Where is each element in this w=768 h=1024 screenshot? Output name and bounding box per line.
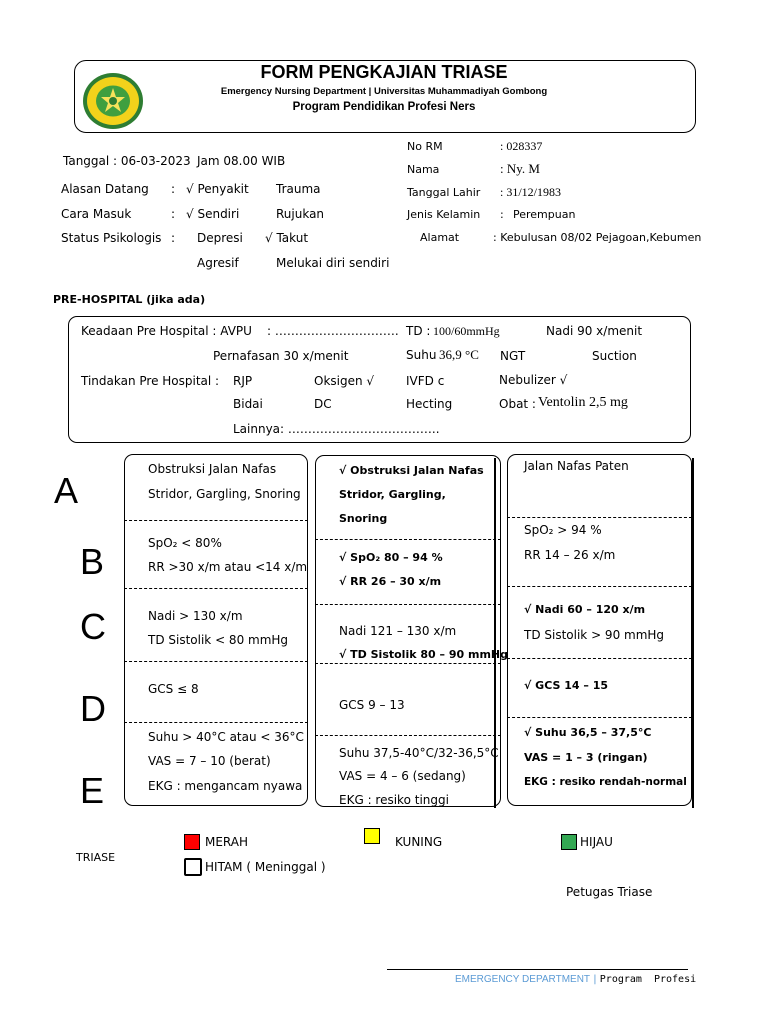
green-breathing-line2: RR 14 – 26 x/m [524,548,616,562]
footer-program: Program Profesi [599,974,697,985]
red-circulation-line2: TD Sistolik < 80 mmHg [148,633,289,647]
alasan-colon: : [171,182,176,196]
red-exposure-line2: VAS = 7 – 10 (berat) [148,754,271,768]
triase-hitam-checkbox[interactable] [184,858,202,876]
jenis-kelamin-colon: : [500,208,504,221]
nama-label: Nama [407,163,440,176]
jenis-kelamin-label: Jenis Kelamin [407,208,481,221]
yellow-divider-bc [315,604,501,605]
yellow-exposure-line1: Suhu 37,5-40°C/32-36,5°C [339,746,499,760]
header-subtitle-department: Emergency Nursing Department | Universitas Muhammadiyah Gombong [220,86,548,97]
letter-c: C [80,606,106,647]
green-exposure-line3: EKG : resiko rendah-normal [524,776,687,788]
footer-separator: | [593,974,597,985]
td-value: 100/60mmHg [433,324,500,338]
no-rm-value: : 028337 [500,139,543,153]
yellow-exposure-line2: VAS = 4 – 6 (sedang) [339,769,466,783]
obat-label: Obat : [499,397,536,411]
red-airway-line2: Stridor, Gargling, Snoring [148,487,301,501]
header-subtitle-program: Program Pendidikan Profesi Ners [292,101,476,113]
triase-hijau-checkbox[interactable] [561,834,577,850]
green-circulation-line1: √ Nadi 60 – 120 x/m [524,603,646,616]
alamat-label: Alamat [420,231,460,244]
ivfd-text: IVFD c [406,374,445,388]
oksigen-text: Oksigen √ [314,374,375,388]
alasan-label: Alasan Datang [61,182,149,196]
yellow-divider-ab [315,539,501,540]
lainnya-text: Lainnya: ……………………………….. [233,422,440,436]
red-exposure-line1: Suhu > 40°C atau < 36°C [148,730,304,744]
ngt-text: NGT [500,349,526,363]
green-airway-line1: Jalan Nafas Paten [524,459,629,473]
alasan-option-trauma: Trauma [276,182,321,196]
letter-d: D [80,688,106,729]
alasan-option-penyakit: √ Penyakit [186,182,249,196]
yellow-breathing-line2: √ RR 26 – 30 x/m [339,575,442,588]
rjp-text: RJP [233,374,253,388]
red-breathing-line1: SpO₂ < 80% [148,536,222,550]
yellow-exposure-line3: EKG : resiko tinggi [339,793,449,807]
psikologis-option-melukai: Melukai diri sendiri [276,256,390,270]
psikologis-option-takut: √ Takut [265,231,309,245]
no-rm-label: No RM [407,140,443,153]
yellow-circulation-line1: Nadi 121 – 130 x/m [339,624,457,638]
green-divider-cd [507,658,692,659]
nadi-text: Nadi 90 x/menit [546,324,643,338]
cara-masuk-option-sendiri: √ Sendiri [186,207,240,221]
yellow-divider-cd [315,663,501,664]
triase-label: TRIASE [76,851,116,864]
psikologis-option-depresi: Depresi [197,231,243,245]
hecting-text: Hecting [406,397,453,411]
yellow-divider-de [315,735,501,736]
red-divider-ab [124,520,308,521]
green-disability-line1: √ GCS 14 – 15 [524,679,608,692]
triase-hitam-label: HITAM ( Meninggal ) [205,860,326,874]
psikologis-label: Status Psikologis [61,231,162,245]
red-airway-line1: Obstruksi Jalan Nafas [148,462,277,476]
yellow-airway-line3: Snoring [339,512,388,525]
red-exposure-line3: EKG : mengancam nyawa [148,779,303,793]
triase-kuning-checkbox[interactable] [364,828,380,844]
keadaan-dots: : …………………………. [267,324,399,338]
green-column-right-rule [692,458,694,808]
suhu-value: 36,9 °C [439,347,479,362]
green-exposure-line1: √ Suhu 36,5 – 37,5°C [524,726,652,739]
red-circulation-line1: Nadi > 130 x/m [148,609,243,623]
red-breathing-line2: RR >30 x/m atau <14 x/m [148,560,308,574]
suhu-label: Suhu [406,348,437,362]
footer-department: EMERGENCY DEPARTMENT [455,974,591,985]
petugas-triase-label: Petugas Triase [566,885,653,899]
letter-e: E [80,770,105,811]
suction-text: Suction [592,349,637,363]
prehospital-heading: PRE-HOSPITAL (jika ada) [53,293,206,306]
jenis-kelamin-value: Perempuan [513,208,576,221]
red-disability-line1: GCS ≤ 8 [148,682,199,696]
form-title: FORM PENGKAJIAN TRIASE [260,62,508,82]
jam-text: Jam 08.00 WIB [197,154,286,168]
yellow-airway-line2: Stridor, Gargling, [339,488,446,501]
triase-kuning-label: KUNING [395,835,443,849]
yellow-breathing-line1: √ SpO₂ 80 – 94 % [339,551,443,564]
bidai-text: Bidai [233,397,263,411]
green-circulation-line2: TD Sistolik > 90 mmHg [524,628,665,642]
letter-b: B [80,541,105,582]
footer-text [455,974,696,985]
psikologis-option-agresif: Agresif [197,256,239,270]
tindakan-label: Tindakan Pre Hospital : [81,374,220,388]
yellow-circulation-line2: √ TD Sistolik 80 – 90 mmHg [339,648,508,661]
green-breathing-line1: SpO₂ > 94 % [524,523,602,537]
red-divider-de [124,722,308,723]
psikologis-colon: : [171,231,176,245]
letter-a: A [54,470,79,511]
keadaan-label: Keadaan Pre Hospital : AVPU [81,324,252,338]
green-divider-bc [507,586,692,587]
tanggal-text: Tanggal : 06-03-2023 [63,154,191,168]
triase-merah-label: MERAH [205,835,249,849]
dc-text: DC [314,397,332,411]
yellow-airway-line1: √ Obstruksi Jalan Nafas [339,464,484,477]
nebulizer-text: Nebulizer √ [499,373,568,387]
footer-rule [387,969,688,970]
green-divider-de [507,717,692,718]
yellow-disability-line1: GCS 9 – 13 [339,698,405,712]
green-divider-ab [507,517,692,518]
cara-masuk-colon: : [171,207,176,221]
nama-value: : Ny. M [500,161,540,176]
triase-hijau-label: HIJAU [580,835,613,849]
red-divider-cd [124,661,308,662]
cara-masuk-option-rujukan: Rujukan [276,207,325,221]
obat-value: Ventolin 2,5 mg [538,395,628,410]
cara-masuk-label: Cara Masuk [61,207,132,221]
red-divider-bc [124,588,308,589]
green-exposure-line2: VAS = 1 – 3 (ringan) [524,751,648,764]
tanggal-lahir-label: Tanggal Lahir [407,186,481,199]
tanggal-lahir-value: : 31/12/1983 [500,185,562,199]
td-label: TD : [406,324,431,338]
pernafasan-text: Pernafasan 30 x/menit [213,349,349,363]
alamat-value: : Kebulusan 08/02 Pejagoan,Kebumen [493,231,702,244]
triase-merah-checkbox[interactable] [184,834,200,850]
